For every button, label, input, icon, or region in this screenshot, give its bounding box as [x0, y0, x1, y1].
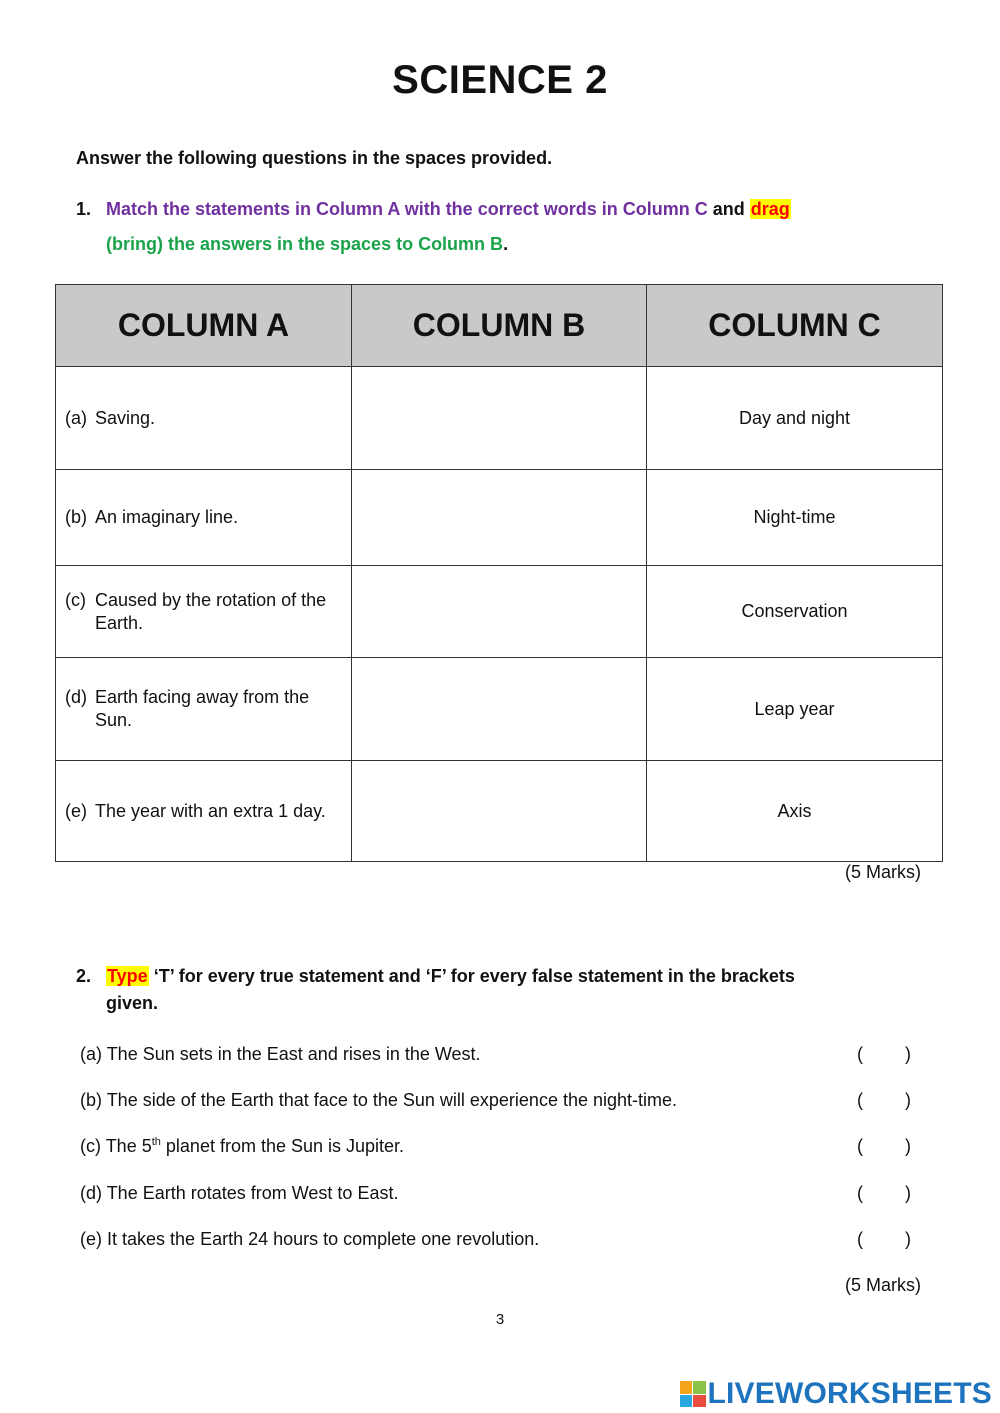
q2-type-highlight: Type [107, 966, 148, 986]
question-2-line-2: given. [106, 993, 159, 1013]
bracket-open: ( [857, 1089, 863, 1110]
statement-label: (a) [80, 1044, 102, 1064]
liveworksheets-logo-icon [680, 1381, 706, 1407]
statement-label: (c) [80, 1136, 101, 1156]
question-1-number: 1. [76, 199, 92, 219]
bracket-open: ( [857, 1182, 863, 1203]
draggable-word[interactable]: Night-time [647, 470, 943, 566]
table-row [56, 470, 943, 566]
column-b-header: COLUMN B [352, 285, 647, 367]
q1-match-text: Match the statements in Column A with the correct words in Column C [106, 199, 708, 219]
draggable-word[interactable]: Leap year [647, 658, 943, 761]
statement-text [80, 1183, 398, 1204]
draggable-word[interactable]: Day and night [647, 367, 943, 470]
statement-body: The side of the Earth that face to the Sun will experience the night-time. [106, 1090, 678, 1110]
answer-drop-zone[interactable] [352, 566, 647, 658]
instruction-text: Answer the following questions in the spaces provided. [76, 148, 553, 168]
column-a-header: COLUMN A [56, 285, 352, 367]
statement-body: The Earth rotates from West to East. [106, 1183, 399, 1203]
statement-text [80, 1136, 404, 1157]
table-row [56, 566, 943, 658]
answer-drop-zone[interactable] [352, 761, 647, 862]
question-2-line-1 [106, 966, 795, 987]
column-a-cell [56, 761, 352, 862]
row-label: (c) [65, 589, 86, 610]
question-2-number: 2. [76, 966, 92, 986]
q2-instruction-text: ‘T’ for every true statement and ‘F’ for every false statement in the brackets [153, 966, 795, 986]
row-label: (d) [65, 687, 87, 707]
column-a-cell [56, 658, 352, 761]
row-statement: Caused by the rotation of the Earth. [95, 589, 327, 633]
liveworksheets-logo[interactable] [680, 1377, 993, 1411]
bracket-close: ) [905, 1182, 911, 1203]
column-a-cell [56, 367, 352, 470]
bracket-close: ) [905, 1135, 911, 1156]
row-statement: The year with an extra 1 day. [95, 800, 326, 821]
bracket-close: ) [905, 1043, 911, 1064]
table-row [56, 761, 943, 862]
column-a-cell [56, 566, 352, 658]
row-statement: Saving. [95, 407, 156, 428]
statement-body: It takes the Earth 24 hours to complete one revolution. [107, 1229, 540, 1249]
column-a-cell [56, 470, 352, 566]
question-2-marks: (5 Marks) [845, 1275, 921, 1295]
answer-drop-zone[interactable] [352, 367, 647, 470]
row-statement: An imaginary line. [95, 507, 239, 527]
row-label: (e) [65, 800, 87, 821]
statement-body: The 5 [105, 1136, 152, 1156]
q1-period: . [503, 234, 509, 254]
logo-square [693, 1395, 706, 1408]
bracket-open: ( [857, 1043, 863, 1064]
matching-table [55, 284, 943, 862]
bracket-close: ) [905, 1228, 911, 1249]
answer-bracket-input[interactable] [856, 1133, 912, 1159]
answer-bracket-input[interactable] [856, 1180, 912, 1206]
statement-text [80, 1229, 539, 1250]
row-label: (b) [65, 507, 87, 527]
table-row [56, 367, 943, 470]
statement-label: (b) [80, 1090, 102, 1110]
answer-drop-zone[interactable] [352, 658, 647, 761]
bracket-close: ) [905, 1089, 911, 1110]
brand-name: LIVEWORKSHEETS [707, 1377, 992, 1410]
logo-square [680, 1381, 693, 1394]
q1-bring-text: (bring) the answers in the spaces to Column B [106, 234, 504, 254]
page-title: SCIENCE 2 [392, 58, 608, 102]
row-label: (a) [65, 407, 87, 428]
draggable-word[interactable]: Axis [647, 761, 943, 862]
question-1-line-2 [106, 234, 508, 255]
bracket-open: ( [857, 1228, 863, 1249]
draggable-word[interactable]: Conservation [647, 566, 943, 658]
column-c-header: COLUMN C [647, 285, 943, 367]
table-row [56, 658, 943, 761]
answer-bracket-input[interactable] [856, 1226, 912, 1252]
q1-and-text: and [712, 199, 745, 219]
answer-bracket-input[interactable] [856, 1041, 912, 1067]
statement-label: (e) [80, 1229, 102, 1249]
statement-text [80, 1090, 677, 1111]
answer-drop-zone[interactable] [352, 470, 647, 566]
page-number: 3 [495, 1311, 505, 1328]
answer-bracket-input[interactable] [856, 1087, 912, 1113]
question-1-line-1 [106, 199, 791, 220]
row-statement: Earth facing away from the Sun. [95, 687, 310, 730]
q1-drag-highlight: drag [750, 199, 790, 219]
statement-body: The Sun sets in the East and rises in the West. [106, 1044, 481, 1064]
statement-label: (d) [80, 1183, 102, 1203]
statement-text [80, 1044, 481, 1065]
ordinal-superscript: th [151, 1136, 161, 1148]
bracket-open: ( [857, 1135, 863, 1156]
logo-square [680, 1395, 693, 1408]
table-header-row [56, 285, 943, 367]
logo-square [693, 1381, 706, 1394]
statement-body-end: planet from the Sun is Jupiter. [160, 1136, 405, 1156]
question-1-marks: (5 Marks) [845, 862, 921, 882]
